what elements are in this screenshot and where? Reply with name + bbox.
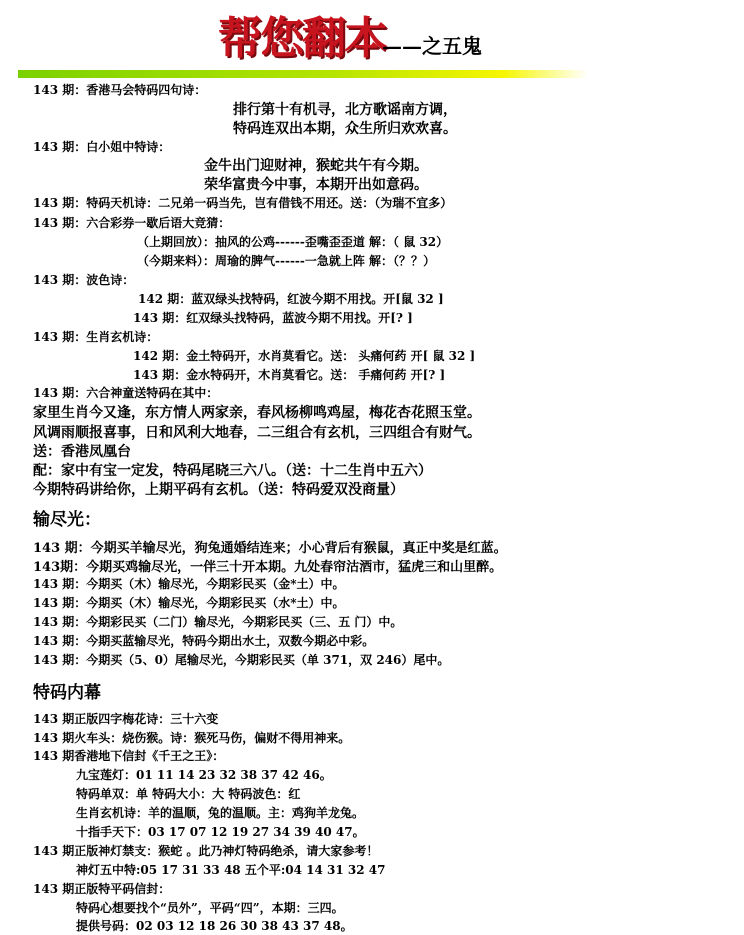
text-line: 143期：今期买鸡输尽光，一伴三十开本期。九处春帘沽酒市，猛虎三和山里醉。 xyxy=(33,560,503,575)
text-line: 143 期正版四字梅花诗：三十六变 xyxy=(33,712,219,726)
text-line: 排行第十有机寻，北方歌谣南方调， xyxy=(233,102,457,118)
text-line: （上期回放）：抽风的公鸡------歪嘴歪歪道 解：（ 鼠 32） xyxy=(137,235,449,249)
page-subtitle: ——之五鬼 xyxy=(382,34,482,58)
text-line: 143 期：白小姐中特诗： xyxy=(33,140,171,154)
text-line: （今期来料）：周瑜的脾气------一急就上阵 解：（？？） xyxy=(137,254,436,268)
text-line: 143 期：今期买（木）输尽光，今期彩民买（金*土）中。 xyxy=(33,577,345,591)
text-line: 九宝莲灯：01 11 14 23 32 38 37 42 46。 xyxy=(76,768,332,782)
text-line: 143 期：今期彩民买（二门）输尽光，今期彩民买（三、五 门）中。 xyxy=(33,615,403,629)
text-line: 特码心想要找个“员外”，平码“四”，本期：三四。 xyxy=(76,901,344,915)
text-line: 神灯五中特:05 17 31 33 48 五个平:04 14 31 32 47 xyxy=(76,863,386,877)
text-line: 金牛出门迎财神，猴蛇共午有今期。 xyxy=(204,158,428,174)
section-heading: 输尽光： xyxy=(33,510,101,530)
text-line: 143 期：香港马会特码四句诗： xyxy=(33,83,207,97)
text-line: 142 期：蓝双绿头找特码，红波今期不用找。开[鼠 32 ] xyxy=(138,292,444,306)
text-line: 143 期：今期买羊输尽光，狗兔通婚结连来；小心背后有猴鼠，真正中奖是红蓝。 xyxy=(33,541,507,556)
text-line: 143 期：六合彩券一歇后语大竞猜： xyxy=(33,216,231,230)
text-line: 特码连双出本期，众生所归欢欢喜。 xyxy=(233,121,457,137)
text-line: 143 期火车头：烧伤猴。诗：猴死马伤，偏财不得用神来。 xyxy=(33,731,351,745)
text-line: 家里生肖今又逢，东方情人两家亲，春风杨柳鸣鸡屋，梅花杏花照玉堂。 xyxy=(33,405,481,421)
text-line: 今期特码讲给你，上期平码有玄机。（送：特码爱双没商量） xyxy=(33,482,404,498)
text-line: 送：香港凤凰台 xyxy=(33,444,131,460)
text-line: 143 期正版神灯禁支：猴蛇 。此乃神灯特码绝杀，请大家参考！ xyxy=(33,844,379,858)
text-line: 提供号码：02 03 12 18 26 30 38 43 37 48。 xyxy=(76,919,353,933)
text-line: 配：家中有宝一定发，特码尾晓三六八。（送：十二生肖中五六） xyxy=(33,463,432,479)
text-line: 143 期：今期买（木）输尽光，今期彩民买（水*土）中。 xyxy=(33,596,345,610)
text-line: 143 期：六合神童送特码在其中： xyxy=(33,386,219,400)
text-line: 143 期：特码天机诗：二兄弟一码当先，岂有借钱不用还。送：（为瑞不宜多） xyxy=(33,196,453,210)
header-divider-bar xyxy=(18,70,588,78)
text-line: 143 期：金水特码开，木肖莫看它。送： 手痛何药 开[? ] xyxy=(133,368,446,382)
text-line: 143 期香港地下信封《千王之王》： xyxy=(33,749,225,763)
text-line: 143 期：波色诗： xyxy=(33,273,135,287)
text-line: 142 期：金土特码开，水肖莫看它。送： 头痛何药 开[ 鼠 32 ] xyxy=(133,349,476,363)
text-line: 143 期：红双绿头找特码，蓝波今期不用找。开[? ] xyxy=(133,311,413,325)
text-line: 风调雨顺报喜事，日和风利大地春，二三组合有玄机，三四组合有财气。 xyxy=(33,425,481,441)
text-line: 143 期正版特平码信封： xyxy=(33,882,171,896)
text-line: 十指手天下：03 17 07 12 19 27 34 39 40 47。 xyxy=(76,825,365,839)
text-line: 143 期：今期买（5、0）尾输尽光，今期彩民买（单 371，双 246）尾中。 xyxy=(33,653,450,667)
text-line: 143 期：今期买蓝输尽光，特码今期出水土，双数今期必中彩。 xyxy=(33,634,375,648)
page-title: 帮您翻本 xyxy=(218,13,386,64)
text-line: 特码单双：单 特码大小：大 特码波色：红 xyxy=(76,787,301,801)
text-line: 生肖玄机诗：羊的温顺，兔的温顺。主：鸡狗羊龙兔。 xyxy=(76,806,365,820)
section-heading: 特码内幕 xyxy=(33,683,101,703)
text-line: 荣华富贵今中事，本期开出如意码。 xyxy=(204,177,428,193)
text-line: 143 期：生肖玄机诗： xyxy=(33,330,159,344)
page-header xyxy=(0,0,744,80)
